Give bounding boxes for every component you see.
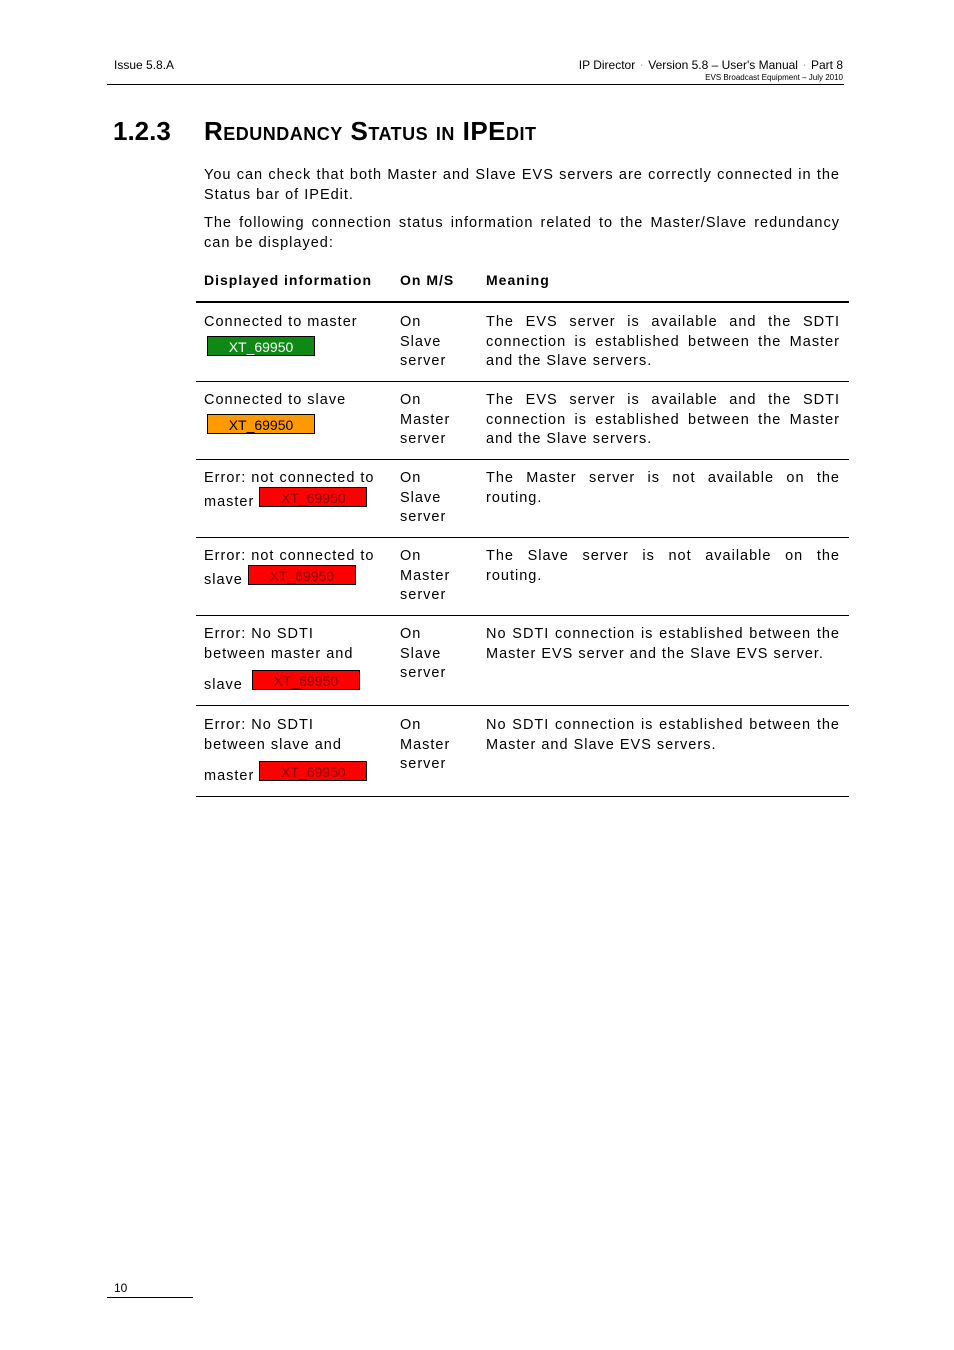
info-text: slave [204,677,243,693]
header-rule [107,84,844,85]
table-header-rule [196,301,849,303]
on-ms-text: Slave [400,333,442,350]
info-text: Connected to master [204,314,358,330]
header-separator: · [640,62,643,70]
meaning-cell: The EVS server is available and the SDTI connection is established between the Master and the Slave servers. [486,392,840,447]
info-text: between slave and [204,736,342,753]
intro-paragraph: You can check that both Master and Slave EVS servers are correctly connected in the Status bar of IPEdit. [204,167,840,203]
meaning-cell: No SDTI connection is established between the Master EVS server and the Slave EVS server. [486,626,840,662]
on-ms-cell [400,547,480,606]
row-divider [196,705,849,706]
on-ms-text: server [400,353,447,369]
on-ms-text: server [400,756,447,772]
on-ms-text: server [400,665,447,681]
on-ms-text: On [400,470,422,486]
status-badge-error-slave: XT_69950 [248,565,356,585]
status-badge-error-no-sdti-master-slave: XT_69950 [252,670,360,690]
row-divider [196,615,849,616]
info-text: master [204,493,255,510]
header-subtitle: EVS Broadcast Equipment – July 2010 [705,73,843,82]
displayed-information-cell [204,625,389,696]
info-text: Connected to slave [204,392,347,408]
section-number: 1.2.3 [113,116,171,146]
intro-paragraph: The following connection status information related to the Master/Slave redundancy can be displayed: [204,215,840,251]
displayed-information-cell [204,469,389,512]
header-separator: · [803,62,806,70]
status-badge-connected-master: XT_69950 [207,336,315,356]
info-line-with-badge [204,567,389,591]
on-ms-text: On [400,314,422,330]
product-name: IP Director [578,58,636,72]
status-badge-error-master: XT_69950 [259,487,367,507]
on-ms-cell [400,625,480,684]
on-ms-cell [400,469,480,528]
meaning-cell: The EVS server is available and the SDTI connection is established between the Master and the Slave servers. [486,314,840,369]
meaning-cell: The Master server is not available on the routing. [486,470,840,506]
on-ms-text: On [400,626,422,642]
status-badge-error-no-sdti-slave-master: XT_69950 [259,761,367,781]
on-ms-text: server [400,509,447,525]
info-line-with-badge [204,489,389,513]
section-heading [113,116,537,147]
on-ms-cell [400,716,480,775]
manual-part: Part 8 [810,58,843,72]
displayed-information-cell [204,391,389,434]
table-bottom-rule [196,796,849,797]
info-text: Error: not connected to [204,548,375,564]
info-text: Error: No SDTI [204,626,314,642]
on-ms-text: Slave [400,645,442,662]
page-number: 10 [114,1281,128,1295]
section-title: Redundancy Status in IPEdit [204,116,537,146]
footer-rule [107,1297,193,1298]
on-ms-text: Master [400,736,451,753]
status-badge-connected-slave: XT_69950 [207,414,315,434]
column-header-meaning: Meaning [486,272,550,288]
info-line-with-badge [204,764,389,787]
on-ms-text: On [400,392,422,408]
issue-label: Issue 5.8.A [114,58,175,72]
on-ms-text: Master [400,411,451,428]
row-divider [196,381,849,382]
on-ms-text: Slave [400,489,442,506]
on-ms-text: server [400,587,447,603]
info-text: between master and [204,645,354,662]
on-ms-text: Master [400,567,451,584]
info-line-with-badge [204,673,389,696]
meaning-cell: No SDTI connection is established between the Master and Slave EVS servers. [486,717,840,753]
on-ms-text: On [400,548,422,564]
on-ms-text: server [400,431,447,447]
displayed-information-cell [204,547,389,590]
running-header [579,58,843,82]
row-divider [196,537,849,538]
info-text: Error: not connected to [204,470,375,486]
on-ms-cell [400,391,480,450]
row-divider [196,459,849,460]
column-header-displayed-information: Displayed information [204,272,373,288]
on-ms-text: On [400,717,422,733]
displayed-information-cell [204,313,389,356]
info-text: slave [204,571,243,588]
info-text: master [204,768,255,784]
column-header-on-ms: On M/S [400,272,455,288]
manual-version: Version 5.8 – User's Manual [648,58,798,72]
displayed-information-cell [204,716,389,787]
on-ms-cell [400,313,480,372]
meaning-cell: The Slave server is not available on the routing. [486,548,840,584]
info-text: Error: No SDTI [204,717,314,733]
